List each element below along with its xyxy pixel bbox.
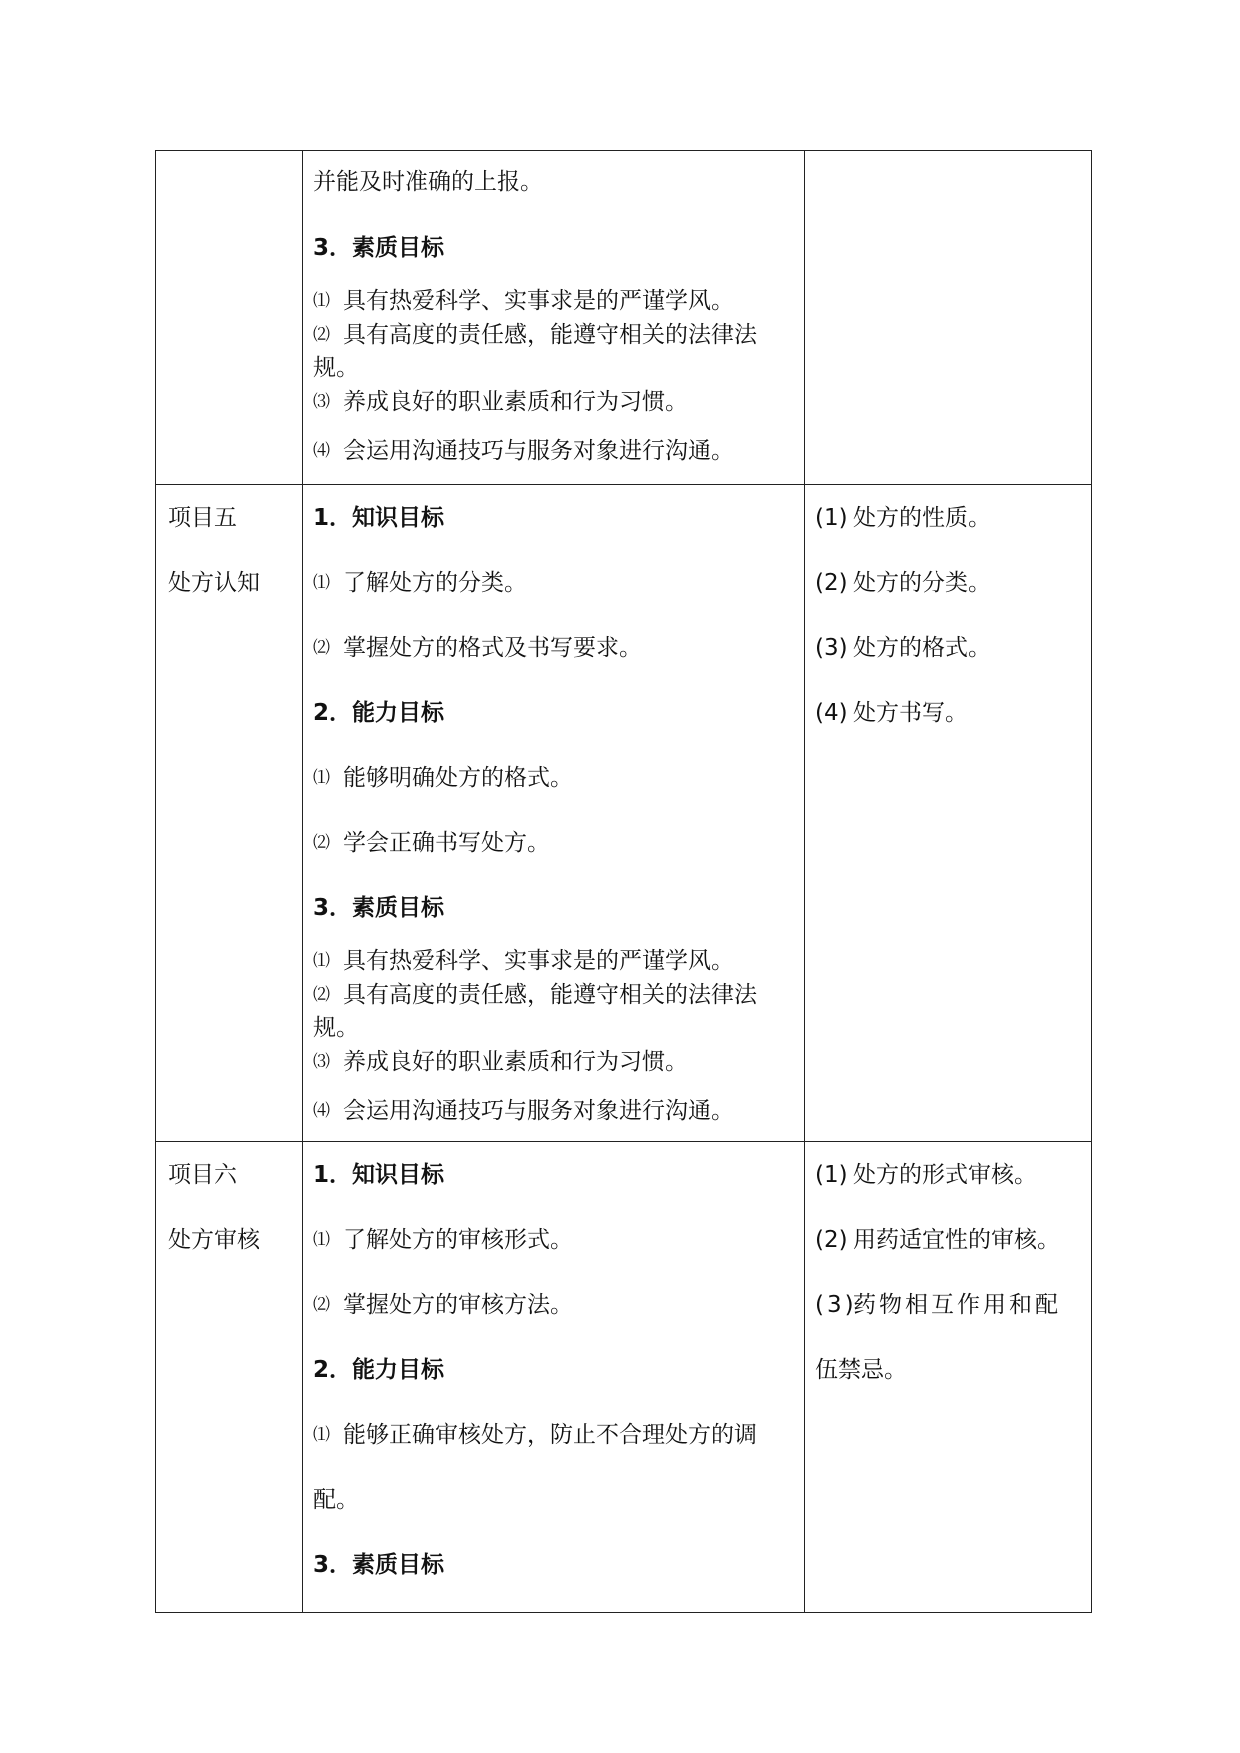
item-text: 学会正确书写处方。 <box>343 830 550 856</box>
item-text: 具有高度的责任感，能遵守相关的法律法 <box>343 982 757 1008</box>
row3-content-item <box>815 1291 1061 1319</box>
row2-knowledge-heading: 1．知识目标 <box>313 505 445 531</box>
row3-knowledge-heading: 1．知识目标 <box>313 1162 445 1188</box>
row2-quality-item <box>313 947 734 975</box>
item-marker: ⑵ <box>313 325 330 345</box>
item-marker: ⑴ <box>313 1425 330 1445</box>
item-text: 养成良好的职业素质和行为习惯。 <box>343 1049 688 1075</box>
item-text: 了解处方的审核形式。 <box>343 1227 573 1253</box>
item-marker: ⑶ <box>313 392 330 412</box>
row3-project-number: 项目六 <box>168 1162 237 1188</box>
item-marker: (2) <box>815 570 848 596</box>
item-marker: ⑴ <box>313 1230 330 1250</box>
item-text: 处方的格式。 <box>853 635 991 661</box>
item-text: 配。 <box>313 1487 359 1513</box>
item-text: 能够明确处方的格式。 <box>343 765 573 791</box>
item-marker: ⑷ <box>313 1101 330 1121</box>
item-marker: ⑵ <box>313 833 330 853</box>
item-marker: (1) <box>815 505 848 531</box>
item-marker: (2) <box>815 1227 848 1253</box>
row1-quality-item <box>313 388 688 416</box>
row3-content-item <box>815 1356 907 1384</box>
item-text: 具有热爱科学、实事求是的严谨学风。 <box>343 288 734 314</box>
item-text: 会运用沟通技巧与服务对象进行沟通。 <box>343 438 734 464</box>
row2-quality-item <box>313 981 757 1009</box>
item-text: 药物相互作用和配 <box>853 1292 1061 1318</box>
item-text: 掌握处方的格式及书写要求。 <box>343 635 642 661</box>
item-marker: ⑴ <box>313 951 330 971</box>
row2-ability-item <box>313 764 573 792</box>
item-marker: (4) <box>815 700 848 726</box>
item-marker: ⑴ <box>313 291 330 311</box>
item-marker: ⑶ <box>313 1052 330 1072</box>
course-table <box>155 150 1092 1613</box>
row2-content-item <box>815 504 991 532</box>
row1-quality-item <box>313 437 734 465</box>
row2-ability-item <box>313 829 550 857</box>
row1-quality-item <box>313 321 757 349</box>
item-marker: (1) <box>815 1162 848 1188</box>
item-text: 了解处方的分类。 <box>343 570 527 596</box>
item-text: 规。 <box>313 1015 359 1041</box>
item-text: 处方的分类。 <box>853 570 991 596</box>
row2-content-item <box>815 569 991 597</box>
row1-quality-item <box>313 354 359 382</box>
item-text: 规。 <box>313 355 359 381</box>
row-divider-1 <box>156 484 1091 485</box>
column-divider-1 <box>302 151 303 1612</box>
row1-quality-heading: 3．素质目标 <box>313 235 445 261</box>
row-divider-2 <box>156 1141 1091 1142</box>
item-text: 伍禁忌。 <box>815 1357 907 1383</box>
item-marker: ⑵ <box>313 638 330 658</box>
row3-content-item <box>815 1226 1060 1254</box>
row1-quality-item <box>313 287 734 315</box>
row2-ability-heading: 2．能力目标 <box>313 700 445 726</box>
item-marker: ⑵ <box>313 985 330 1005</box>
item-text: 处方书写。 <box>853 700 968 726</box>
row3-knowledge-item <box>313 1226 573 1254</box>
row2-content-item <box>815 699 968 727</box>
column-divider-2 <box>804 151 805 1612</box>
row2-project-name: 处方认知 <box>168 570 260 596</box>
row2-project-number: 项目五 <box>168 505 237 531</box>
row1-continued-line: 并能及时准确的上报。 <box>313 169 543 195</box>
row3-ability-item <box>313 1486 359 1514</box>
item-marker: ⑵ <box>313 1295 330 1315</box>
item-marker: (3) <box>815 1292 857 1318</box>
item-marker: ⑴ <box>313 768 330 788</box>
item-text: 会运用沟通技巧与服务对象进行沟通。 <box>343 1098 734 1124</box>
item-text: 处方的形式审核。 <box>853 1162 1037 1188</box>
item-text: 用药适宜性的审核。 <box>853 1227 1060 1253</box>
row3-knowledge-item <box>313 1291 573 1319</box>
row2-quality-item <box>313 1097 734 1125</box>
row2-quality-item <box>313 1014 359 1042</box>
item-text: 具有高度的责任感，能遵守相关的法律法 <box>343 322 757 348</box>
item-text: 掌握处方的审核方法。 <box>343 1292 573 1318</box>
item-text: 养成良好的职业素质和行为习惯。 <box>343 389 688 415</box>
row3-quality-heading: 3．素质目标 <box>313 1552 445 1578</box>
row2-quality-heading: 3．素质目标 <box>313 895 445 921</box>
row2-quality-item <box>313 1048 688 1076</box>
item-marker: ⑴ <box>313 573 330 593</box>
row2-content-item <box>815 634 991 662</box>
row3-project-name: 处方审核 <box>168 1227 260 1253</box>
item-marker: ⑷ <box>313 441 330 461</box>
row3-ability-item <box>313 1421 757 1449</box>
item-marker: (3) <box>815 635 848 661</box>
row2-knowledge-item <box>313 634 642 662</box>
item-text: 具有热爱科学、实事求是的严谨学风。 <box>343 948 734 974</box>
item-text: 处方的性质。 <box>853 505 991 531</box>
row3-ability-heading: 2．能力目标 <box>313 1357 445 1383</box>
item-text: 能够正确审核处方，防止不合理处方的调 <box>343 1422 757 1448</box>
row3-content-item <box>815 1161 1037 1189</box>
row2-knowledge-item <box>313 569 527 597</box>
